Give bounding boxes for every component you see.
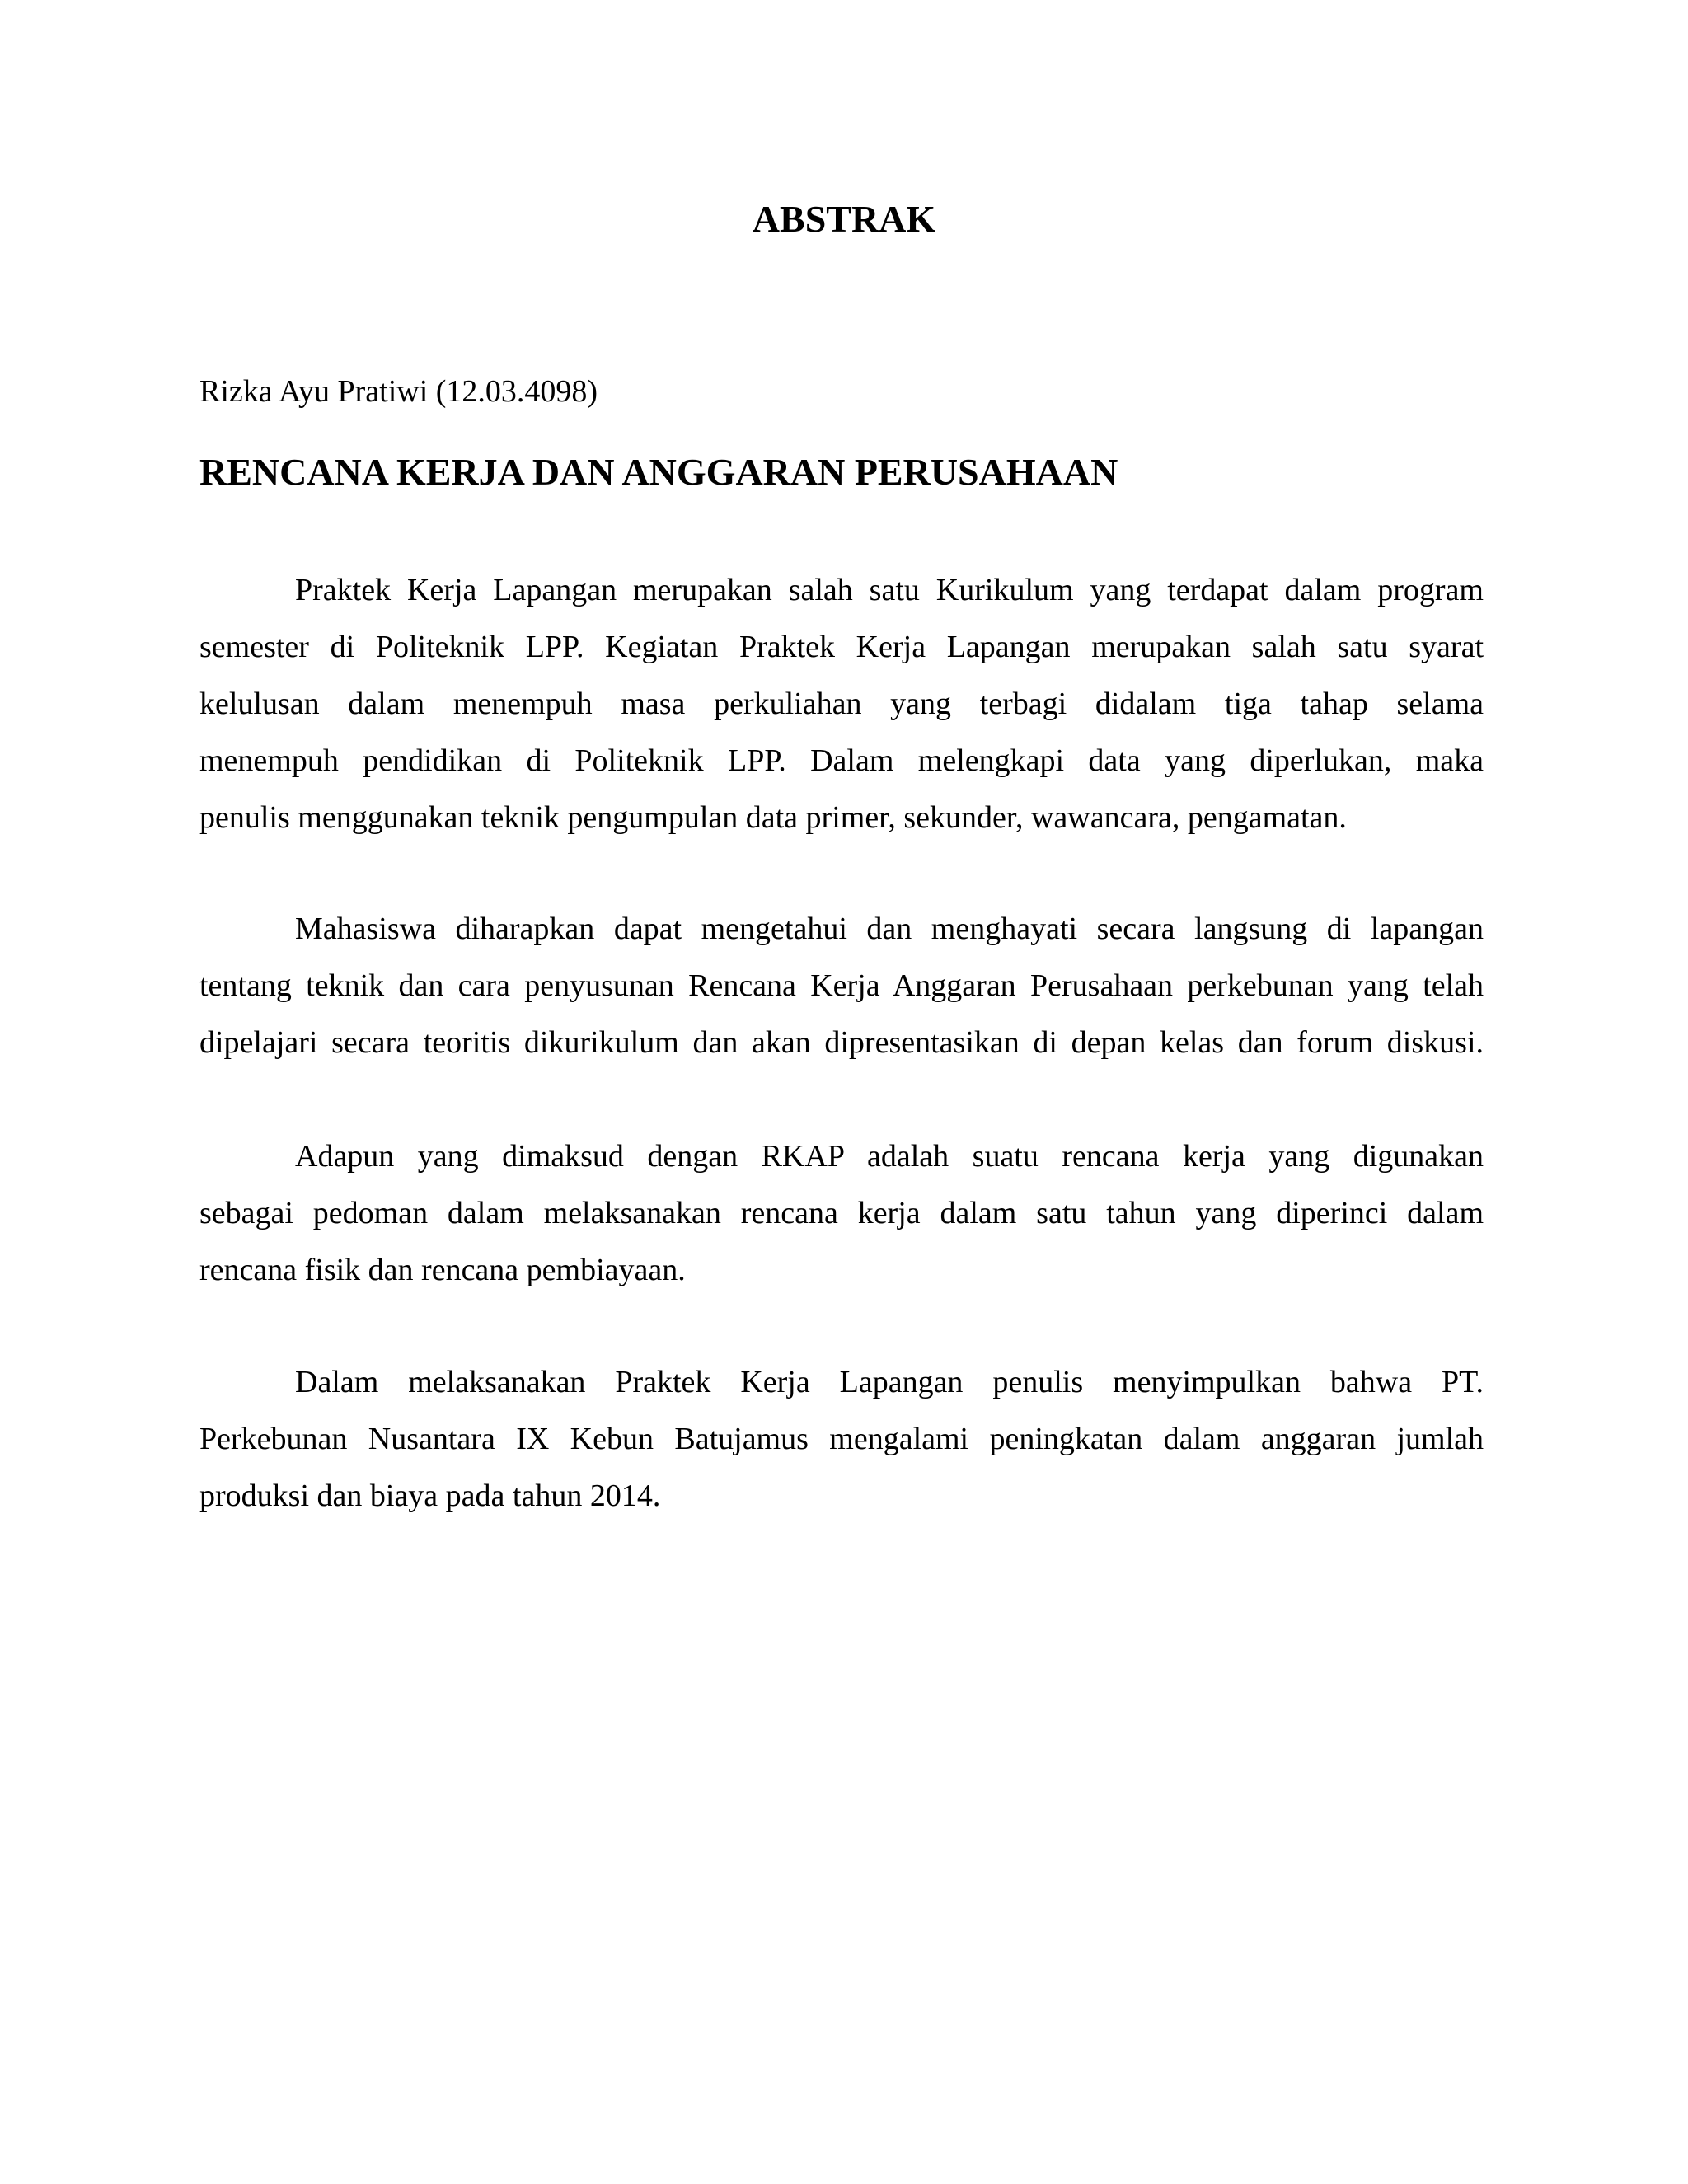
paragraph-line: sebagai pedoman dalam melaksanakan rencana kerja dalam satu tahun yang diperinci dalam — [199, 1196, 1484, 1230]
author-line: Rizka Ayu Pratiwi (12.03.4098) — [199, 374, 598, 409]
paragraph-line: rencana fisik dan rencana pembiayaan. — [199, 1253, 686, 1287]
paragraph-line: Praktek Kerja Lapangan merupakan salah satu Kurikulum yang terdapat dalam program — [295, 573, 1484, 607]
paragraph-line: menempuh pendidikan di Politeknik LPP. Dalam melengkapi data yang diperlukan, maka — [199, 743, 1484, 778]
paragraph-line: dipelajari secara teoritis dikurikulum dan akan dipresentasikan di depan kelas dan forum diskusi. — [199, 1025, 1484, 1060]
abstract-paragraph-4 — [199, 1354, 1484, 1525]
abstract-paragraph-1 — [199, 562, 1484, 846]
paragraph-line: tentang teknik dan cara penyusunan Rencana Kerja Anggaran Perusahaan perkebunan yang telah — [199, 968, 1484, 1003]
abstract-paragraph-3 — [199, 1128, 1484, 1299]
paragraph-line: semester di Politeknik LPP. Kegiatan Praktek Kerja Lapangan merupakan salah satu syarat — [199, 630, 1484, 664]
paragraph-line: Adapun yang dimaksud dengan RKAP adalah suatu rencana kerja yang digunakan — [295, 1139, 1484, 1174]
paragraph-line: kelulusan dalam menempuh masa perkuliahan yang terbagi didalam tiga tahap selama — [199, 687, 1484, 721]
paragraph-line: Perkebunan Nusantara IX Kebun Batujamus mengalami peningkatan dalam anggaran jumlah — [199, 1422, 1484, 1456]
abstract-paragraph-2 — [199, 901, 1484, 1071]
paragraph-line: Dalam melaksanakan Praktek Kerja Lapangan penulis menyimpulkan bahwa PT. — [295, 1365, 1484, 1399]
report-heading: RENCANA KERJA DAN ANGGARAN PERUSAHAAN — [199, 451, 1118, 493]
paragraph-line: penulis menggunakan teknik pengumpulan data primer, sekunder, wawancara, pengamatan. — [199, 800, 1347, 835]
paragraph-line: produksi dan biaya pada tahun 2014. — [199, 1479, 661, 1513]
page-title: ABSTRAK — [752, 198, 936, 240]
paragraph-line: Mahasiswa diharapkan dapat mengetahui dan menghayati secara langsung di lapangan — [295, 912, 1484, 946]
